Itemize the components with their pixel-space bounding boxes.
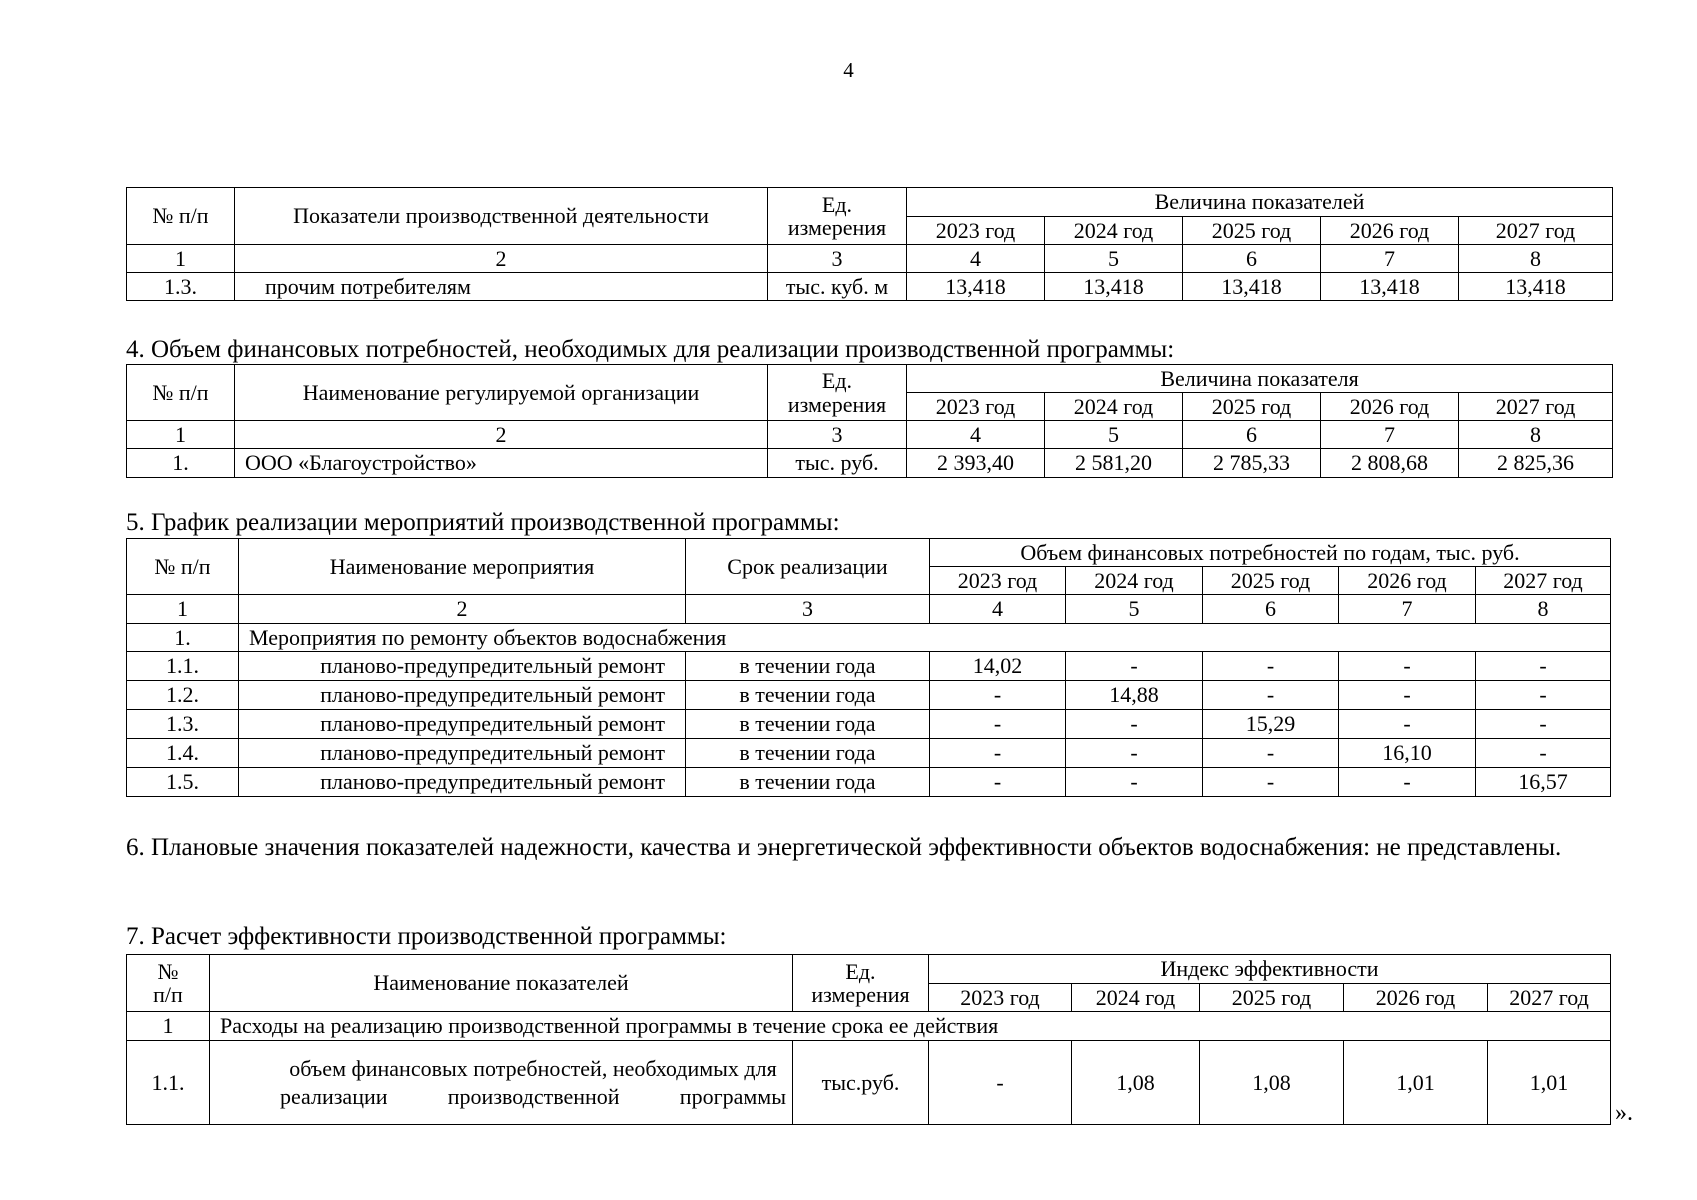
row-num: 1.1.: [127, 1041, 210, 1125]
header-year: 2023 год: [930, 567, 1066, 595]
row-value: -: [1339, 768, 1476, 797]
row-value: -: [929, 1041, 1072, 1125]
row-num: 1.1.: [127, 652, 239, 681]
row-value: -: [1203, 739, 1339, 768]
header-unit: Ед. измерения: [768, 188, 907, 245]
row-value: 14,88: [1066, 681, 1203, 710]
row-name: планово-предупредительный ремонт: [239, 739, 686, 768]
index-cell: 6: [1183, 245, 1321, 273]
table-row: [127, 273, 1613, 301]
header-indicator-name: Наименование показателей: [210, 955, 793, 1012]
column-index-row: [127, 245, 1613, 273]
row-value: -: [930, 681, 1066, 710]
row-value: -: [1476, 710, 1611, 739]
section5-title: 5. График реализации мероприятий производственной программы:: [126, 509, 840, 536]
index-cell: 2: [239, 595, 686, 624]
row-name: прочим потребителям: [235, 273, 768, 301]
row-value: 14,02: [930, 652, 1066, 681]
header-year: 2025 год: [1203, 567, 1339, 595]
row-term: в течении года: [686, 710, 930, 739]
row-num: 1.4.: [127, 739, 239, 768]
section7-title: 7. Расчет эффективности производственной программы:: [126, 923, 727, 950]
row-value: -: [1066, 652, 1203, 681]
row-value: 13,418: [1183, 273, 1321, 301]
table-row: [127, 449, 1613, 478]
header-unit: Ед. измерения: [793, 955, 929, 1012]
index-cell: 8: [1459, 421, 1613, 449]
financial-needs-table-block: [126, 364, 1613, 478]
header-year: 2027 год: [1459, 217, 1613, 245]
row-num: 1.2.: [127, 681, 239, 710]
table-row: [127, 1041, 1611, 1125]
group-row-num: 1: [127, 1012, 210, 1041]
header-year: 2024 год: [1045, 217, 1183, 245]
index-cell: 1: [127, 595, 239, 624]
efficiency-table: [126, 954, 1611, 1125]
header-values-group: Величина показателя: [907, 365, 1613, 393]
row-value: 13,418: [1321, 273, 1459, 301]
table-row: [127, 768, 1611, 797]
row-term: в течении года: [686, 739, 930, 768]
closing-quote-mark: ».: [1615, 1100, 1633, 1126]
row-name: планово-предупредительный ремонт: [239, 710, 686, 739]
row-term: в течении года: [686, 768, 930, 797]
header-num: № п/п: [127, 365, 235, 421]
index-cell: 6: [1183, 421, 1321, 449]
row-value: 1,01: [1488, 1041, 1611, 1125]
header-year: 2025 год: [1200, 984, 1344, 1012]
header-num: № п/п: [127, 188, 235, 245]
row-term: в течении года: [686, 652, 930, 681]
row-value: -: [930, 768, 1066, 797]
section6-text: 6. Плановые значения показателей надежности, качества и энергетической эффективности объектов водоснабжения: не представлены.: [126, 834, 1562, 861]
group-row-name: Мероприятия по ремонту объектов водоснабжения: [239, 624, 1611, 652]
index-cell: 4: [907, 245, 1045, 273]
row-value: -: [1339, 681, 1476, 710]
row-value: 16,57: [1476, 768, 1611, 797]
header-values-group: Индекс эффективности: [929, 955, 1611, 984]
header-year: 2024 год: [1066, 567, 1203, 595]
row-name: ООО «Благоустройство»: [235, 449, 768, 478]
index-cell: 5: [1066, 595, 1203, 624]
row-name: планово-предупредительный ремонт: [239, 681, 686, 710]
header-num: № п/п: [127, 955, 210, 1012]
row-value: -: [1203, 681, 1339, 710]
header-year: 2026 год: [1339, 567, 1476, 595]
row-value: -: [1066, 710, 1203, 739]
row-value: -: [930, 739, 1066, 768]
row-value: 2 825,36: [1459, 449, 1613, 478]
index-cell: 7: [1339, 595, 1476, 624]
header-organization-name: Наименование регулируемой организации: [235, 365, 768, 421]
header-year: 2024 год: [1045, 393, 1183, 421]
index-cell: 4: [930, 595, 1066, 624]
table-row: [127, 739, 1611, 768]
column-index-row: [127, 421, 1613, 449]
row-name: объем финансовых потребностей, необходимых для реализации производственной программы: [210, 1041, 793, 1125]
schedule-table: [126, 538, 1611, 797]
header-year: 2025 год: [1183, 217, 1321, 245]
index-cell: 7: [1321, 421, 1459, 449]
row-unit: тыс.руб.: [793, 1041, 929, 1125]
table-row: [127, 710, 1611, 739]
row-value: 13,418: [1459, 273, 1613, 301]
header-year: 2027 год: [1488, 984, 1611, 1012]
financial-needs-table: [126, 364, 1613, 478]
efficiency-table-block: [126, 954, 1611, 1125]
header-values-group: Объем финансовых потребностей по годам, тыс. руб.: [930, 539, 1611, 567]
header-year: 2027 год: [1476, 567, 1611, 595]
header-year: 2027 год: [1459, 393, 1613, 421]
row-value: 13,418: [907, 273, 1045, 301]
table-row: [127, 652, 1611, 681]
index-cell: 6: [1203, 595, 1339, 624]
page-number: 4: [843, 58, 854, 82]
row-unit: тыс. руб.: [768, 449, 907, 478]
header-year: 2026 год: [1344, 984, 1488, 1012]
index-cell: 3: [686, 595, 930, 624]
row-value: 2 581,20: [1045, 449, 1183, 478]
row-num: 1.5.: [127, 768, 239, 797]
header-year: 2023 год: [929, 984, 1072, 1012]
index-cell: 7: [1321, 245, 1459, 273]
group-row: [127, 1012, 1611, 1041]
index-cell: 5: [1045, 421, 1183, 449]
index-cell: 5: [1045, 245, 1183, 273]
header-values-group: Величина показателей: [907, 188, 1613, 217]
row-value: -: [1066, 739, 1203, 768]
row-value: -: [1476, 652, 1611, 681]
row-num: 1.: [127, 449, 235, 478]
row-value: 1,01: [1344, 1041, 1488, 1125]
header-year: 2026 год: [1321, 393, 1459, 421]
header-unit: Ед. измерения: [768, 365, 907, 421]
row-value: 15,29: [1203, 710, 1339, 739]
index-cell: 8: [1459, 245, 1613, 273]
section4-title: 4. Объем финансовых потребностей, необходимых для реализации производственной программы:: [126, 336, 1175, 363]
index-cell: 4: [907, 421, 1045, 449]
index-cell: 2: [235, 421, 768, 449]
row-value: -: [1339, 710, 1476, 739]
row-value: 13,418: [1045, 273, 1183, 301]
index-cell: 8: [1476, 595, 1611, 624]
header-num: № п/п: [127, 539, 239, 595]
row-value: 1,08: [1072, 1041, 1200, 1125]
row-value: 2 393,40: [907, 449, 1045, 478]
row-value: 2 785,33: [1183, 449, 1321, 478]
row-num: 1.3.: [127, 273, 235, 301]
index-cell: 2: [235, 245, 768, 273]
column-index-row: [127, 595, 1611, 624]
production-indicators-table: [126, 187, 1613, 301]
index-cell: 3: [768, 245, 907, 273]
header-year: 2023 год: [907, 393, 1045, 421]
index-cell: 1: [127, 245, 235, 273]
header-year: 2024 год: [1072, 984, 1200, 1012]
table-row: [127, 681, 1611, 710]
index-cell: 3: [768, 421, 907, 449]
row-term: в течении года: [686, 681, 930, 710]
row-value: 1,08: [1200, 1041, 1344, 1125]
header-year: 2023 год: [907, 217, 1045, 245]
row-value: -: [1476, 681, 1611, 710]
row-value: -: [1476, 739, 1611, 768]
row-value: -: [930, 710, 1066, 739]
group-row-num: 1.: [127, 624, 239, 652]
production-indicators-table-block: [126, 187, 1613, 301]
row-value: 16,10: [1339, 739, 1476, 768]
group-row: [127, 624, 1611, 652]
header-year: 2025 год: [1183, 393, 1321, 421]
row-value: -: [1066, 768, 1203, 797]
schedule-table-block: [126, 538, 1611, 797]
row-num: 1.3.: [127, 710, 239, 739]
header-year: 2026 год: [1321, 217, 1459, 245]
row-value: -: [1339, 652, 1476, 681]
row-name: планово-предупредительный ремонт: [239, 652, 686, 681]
row-value: -: [1203, 652, 1339, 681]
row-name: планово-предупредительный ремонт: [239, 768, 686, 797]
row-value: 2 808,68: [1321, 449, 1459, 478]
header-measure-name: Наименование мероприятия: [239, 539, 686, 595]
row-value: -: [1203, 768, 1339, 797]
index-cell: 1: [127, 421, 235, 449]
header-term: Срок реализации: [686, 539, 930, 595]
group-row-name: Расходы на реализацию производственной программы в течение срока ее действия: [210, 1012, 1611, 1041]
row-unit: тыс. куб. м: [768, 273, 907, 301]
header-indicator-name: Показатели производственной деятельности: [235, 188, 768, 245]
